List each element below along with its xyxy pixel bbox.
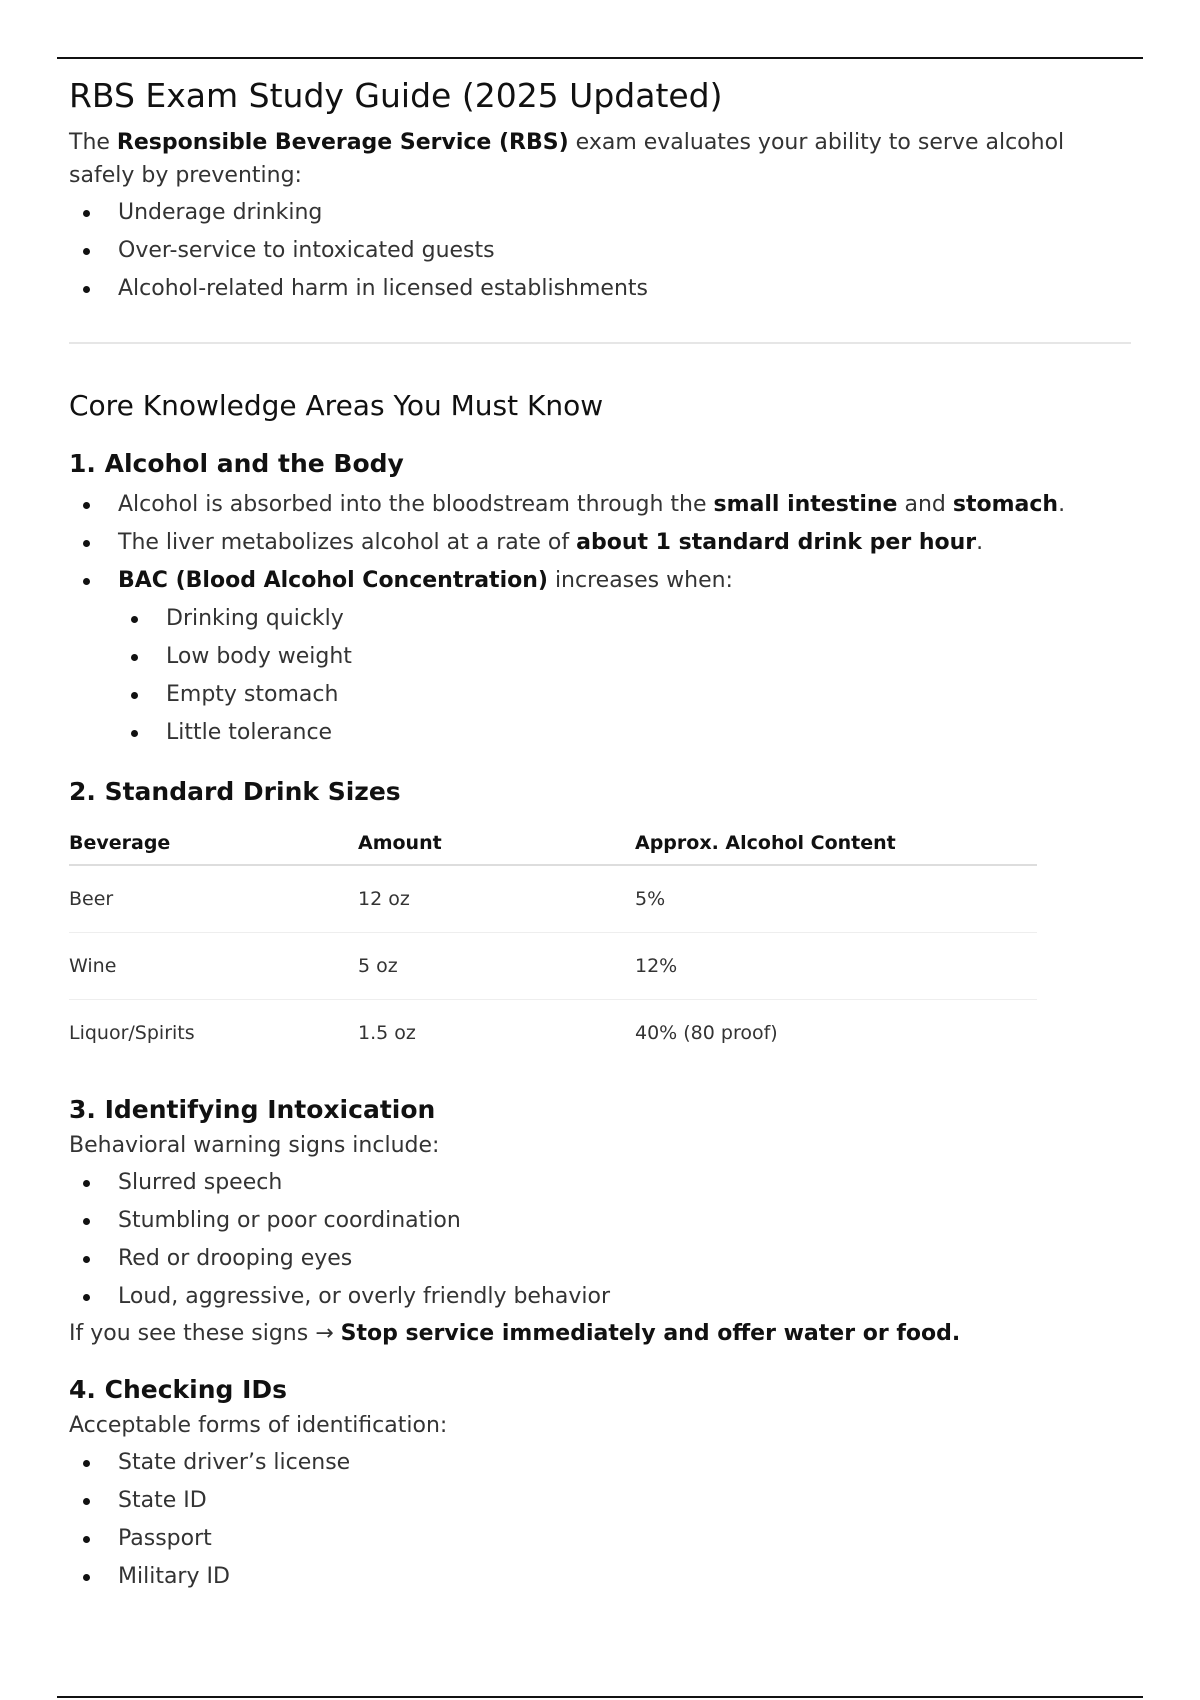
text: Alcohol is absorbed into the bloodstream through the — [118, 492, 714, 517]
document-body — [69, 72, 1133, 1596]
list-item — [69, 486, 1133, 524]
column-header: Beverage — [69, 822, 358, 865]
text: increases when: — [547, 568, 733, 593]
list-item: Empty stomach — [69, 676, 1133, 714]
list-item: Red or drooping eyes — [69, 1240, 1133, 1278]
section-1-list — [69, 486, 1133, 600]
section-1-heading: 1. Alcohol and the Body — [69, 449, 404, 478]
intro-bold: Responsible Beverage Service (RBS) — [116, 130, 569, 155]
intro-paragraph — [69, 126, 1133, 192]
list-item: Stumbling or poor coordination — [69, 1202, 1133, 1240]
text: and — [897, 492, 953, 517]
core-heading: Core Knowledge Areas You Must Know — [69, 389, 604, 422]
bold-text: Stop service immediately and offer water or food. — [340, 1321, 961, 1346]
bold-text: about 1 standard drink per hour — [576, 530, 977, 555]
intro-prefix: The — [69, 130, 117, 155]
list-item: Loud, aggressive, or overly friendly behavior — [69, 1278, 1133, 1316]
section-3-heading: 3. Identifying Intoxication — [69, 1095, 436, 1124]
page-title: RBS Exam Study Guide (2025 Updated) — [69, 76, 723, 115]
list-item: Over-service to intoxicated guests — [69, 232, 1133, 270]
list-item: Passport — [69, 1520, 1133, 1558]
text: . — [1058, 492, 1066, 517]
intro-suffix: exam evaluates your ability to serve alcohol safely by preventing: — [69, 130, 1065, 188]
table-cell: 40% (80 proof) — [635, 1022, 778, 1044]
table-cell: 12 oz — [358, 865, 635, 933]
table-cell: Beer — [69, 865, 358, 933]
bold-text: BAC (Blood Alcohol Concentration) — [118, 568, 548, 593]
top-rule — [57, 57, 1143, 59]
drink-sizes-table — [69, 822, 1037, 1066]
table-row — [69, 1000, 1037, 1067]
list-item — [69, 562, 1133, 600]
text: If you see these signs → — [69, 1321, 341, 1346]
bold-text: small intestine — [713, 492, 898, 517]
column-header: Approx. Alcohol Content — [635, 822, 1037, 865]
bold-text: stomach — [952, 492, 1059, 517]
column-header: Amount — [358, 822, 635, 865]
section-3-lead: Behavioral warning signs include: — [69, 1133, 440, 1158]
list-item: Low body weight — [69, 638, 1133, 676]
section-4-heading: 4. Checking IDs — [69, 1375, 288, 1404]
intro-list — [69, 194, 1133, 308]
list-item: Slurred speech — [69, 1164, 1133, 1202]
section-divider — [69, 342, 1131, 344]
table-cell: 5% — [635, 865, 1037, 933]
bac-factors-list — [69, 600, 1133, 752]
table-cell: 5 oz — [358, 933, 635, 1000]
table-cell: 12% — [635, 933, 1037, 1000]
table-cell: Liquor/Spirits — [69, 1022, 195, 1044]
bottom-rule — [57, 1696, 1143, 1698]
list-item: Little tolerance — [69, 714, 1133, 752]
table-header-row — [69, 822, 1037, 865]
table-row — [69, 865, 1037, 933]
text: . — [976, 530, 984, 555]
text: The liver metabolizes alcohol at a rate of — [118, 530, 577, 555]
list-item: Military ID — [69, 1558, 1133, 1596]
section-3-tail — [69, 1316, 1133, 1352]
section-3-list — [69, 1164, 1133, 1316]
table-cell: 1.5 oz — [358, 1022, 416, 1044]
table-row — [69, 933, 1037, 1000]
table-cell: Wine — [69, 933, 358, 1000]
section-4-lead: Acceptable forms of identification: — [69, 1413, 448, 1438]
list-item: Underage drinking — [69, 194, 1133, 232]
list-item: State driver’s license — [69, 1444, 1133, 1482]
list-item: State ID — [69, 1482, 1133, 1520]
list-item: Drinking quickly — [69, 600, 1133, 638]
list-item: Alcohol-related harm in licensed establishments — [69, 270, 1133, 308]
list-item — [69, 524, 1133, 562]
section-2-heading: 2. Standard Drink Sizes — [69, 777, 401, 806]
section-4-list — [69, 1444, 1133, 1596]
